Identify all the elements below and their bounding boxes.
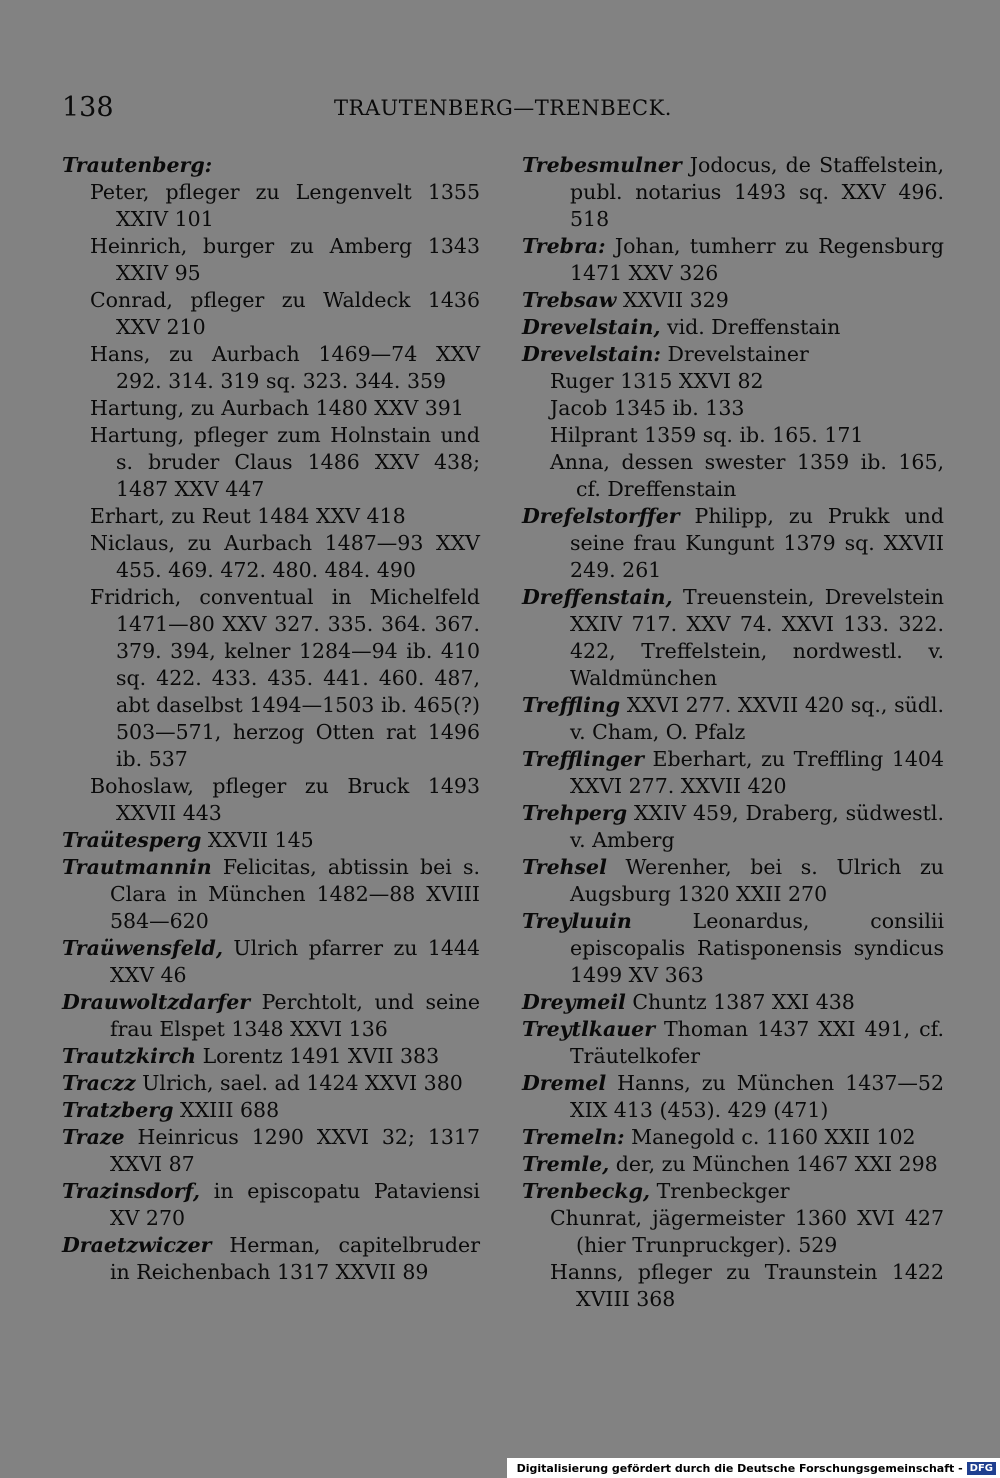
entry-headword: Trautenberg: <box>62 153 213 177</box>
index-entry <box>62 1070 480 1097</box>
entry-text: Ulrich pfarrer zu 1444 XXV 46 <box>110 936 480 987</box>
entry-text: Conrad, pfleger zu Waldeck 1436 XXV 210 <box>90 288 480 339</box>
index-entry <box>62 935 480 989</box>
index-entry <box>62 179 480 233</box>
entry-text: XXVII 145 <box>201 828 314 852</box>
entry-text: Ruger 1315 XXVI 82 <box>550 369 764 393</box>
entry-text: Erhart, zu Reut 1484 XXV 418 <box>90 504 406 528</box>
entry-headword: Tremeln: <box>522 1125 625 1149</box>
dfg-logo: DFG <box>967 1462 996 1475</box>
entry-text: Chunrat, jägermeister 1360 XVI 427 (hier Trunpruckger). 529 <box>550 1206 944 1257</box>
index-entry <box>522 1070 944 1124</box>
entry-text: Niclaus, zu Aurbach 1487—93 XXV 455. 469. 472. 480. 484. 490 <box>90 531 480 582</box>
entry-headword: Drevelstain: <box>522 342 661 366</box>
index-entry <box>522 1205 944 1259</box>
index-entry <box>522 422 944 449</box>
page-header <box>62 88 944 128</box>
entry-headword: Trefflinger <box>522 747 644 771</box>
entry-text: Philipp, zu Prukk und seine frau Kungunt 1379 sq. XXVII 249. 261 <box>570 504 944 582</box>
entry-headword: Dreymeil <box>522 990 626 1014</box>
index-entry <box>522 341 944 368</box>
entry-text: Perchtolt, und seine frau Elspet 1348 XXVI 136 <box>110 990 480 1041</box>
entry-text: Hartung, pfleger zum Holnstain und s. bruder Claus 1486 XXV 438; 1487 XXV 447 <box>90 423 480 501</box>
index-entry <box>522 368 944 395</box>
entry-headword: Drauwoltzdarfer <box>62 990 251 1014</box>
entry-headword: Treyluuin <box>522 909 632 933</box>
index-entry <box>62 341 480 395</box>
entry-text: Trenbeckger <box>650 1179 790 1203</box>
index-entry <box>62 1124 480 1178</box>
entry-text: Bohoslaw, pfleger zu Bruck 1493 XXVII 443 <box>90 774 480 825</box>
entry-text: Johan, tumherr zu Regensburg 1471 XXV 326 <box>570 234 944 285</box>
entry-headword: Trenbeckg, <box>522 1179 651 1203</box>
index-entry <box>522 233 944 287</box>
footer-banner <box>507 1458 1000 1478</box>
entry-text: Thoman 1437 XXI 491, cf. Träutelkofer <box>570 1017 944 1068</box>
entry-text: Jodocus, de Staffelstein, publ. notarius 1493 sq. XXV 496. 518 <box>570 153 944 231</box>
index-entry <box>62 395 480 422</box>
index-entry <box>62 1043 480 1070</box>
index-entry <box>522 800 944 854</box>
index-entry <box>62 530 480 584</box>
right-column <box>522 152 944 1313</box>
running-title: TRAUTENBERG—TRENBECK. <box>334 96 672 120</box>
entry-text: Anna, dessen swester 1359 ib. 165, cf. Dreffenstain <box>550 450 944 501</box>
left-column <box>62 152 480 1286</box>
entry-text: in episcopatu Pataviensi XV 270 <box>110 1179 480 1230</box>
entry-text: Hartung, zu Aurbach 1480 XXV 391 <box>90 396 464 420</box>
entry-text: Ulrich, sael. ad 1424 XXVI 380 <box>135 1071 463 1095</box>
index-entry <box>522 314 944 341</box>
entry-headword: Trehsel <box>522 855 607 879</box>
entry-text: Hilprant 1359 sq. ib. 165. 171 <box>550 423 864 447</box>
entry-text: XXIII 688 <box>173 1098 280 1122</box>
index-entry <box>522 584 944 692</box>
index-entry <box>62 854 480 935</box>
entry-text: Herman, capitelbruder in Reichenbach 1317 XXVII 89 <box>110 1233 480 1284</box>
index-entry <box>62 584 480 773</box>
index-entry <box>62 287 480 341</box>
entry-text: Heinricus 1290 XXVI 32; 1317 XXVI 87 <box>110 1125 480 1176</box>
entry-headword: Treffling <box>522 693 621 717</box>
entry-headword: Traütesperg <box>62 828 202 852</box>
index-entry <box>522 989 944 1016</box>
index-entry <box>522 449 944 503</box>
entry-text: Treuenstein, Drevelstein XXIV 717. XXV 74. XXVI 133. 322. 422, Treffelstein, nordwestl. v. Waldmünchen <box>570 585 944 690</box>
entry-text: Leonardus, consilii episcopalis Ratisponensis syndicus 1499 XV 363 <box>570 909 944 987</box>
entry-headword: Trebsaw <box>522 288 617 312</box>
entry-text: Peter, pfleger zu Lengenvelt 1355 XXIV 101 <box>90 180 480 231</box>
entry-headword: Drevelstain, <box>522 315 661 339</box>
index-entry <box>62 1178 480 1232</box>
index-entry <box>62 422 480 503</box>
entry-headword: Draetzwiczer <box>62 1233 212 1257</box>
entry-text: Hanns, zu München 1437—52 XIX 413 (453). 429 (471) <box>570 1071 944 1122</box>
index-entry <box>522 1151 944 1178</box>
entry-headword: Drefelstorffer <box>522 504 680 528</box>
entry-text: vid. Dreffenstain <box>660 315 841 339</box>
entry-headword: Traüwensfeld, <box>62 936 224 960</box>
entry-text: Felicitas, abtissin bei s. Clara in München 1482—88 XVIII 584—620 <box>110 855 480 933</box>
entry-headword: Tratzberg <box>62 1098 174 1122</box>
entry-text: XXVI 277. XXVII 420 sq., südl. v. Cham, O. Pfalz <box>570 693 944 744</box>
index-entry <box>62 233 480 287</box>
index-entry <box>522 287 944 314</box>
index-entry <box>522 395 944 422</box>
entry-headword: Trazinsdorf, <box>62 1179 201 1203</box>
entry-text: Heinrich, burger zu Amberg 1343 XXIV 95 <box>90 234 480 285</box>
entry-headword: Trebra: <box>522 234 606 258</box>
entry-text: Hans, zu Aurbach 1469—74 XXV 292. 314. 319 sq. 323. 344. 359 <box>90 342 480 393</box>
entry-headword: Treytlkauer <box>522 1017 656 1041</box>
index-entry <box>62 1097 480 1124</box>
index-entry <box>522 503 944 584</box>
footer-text: Digitalisierung gefördert durch die Deutsche Forschungsgemeinschaft - <box>516 1461 963 1475</box>
index-entry <box>62 989 480 1043</box>
index-entry <box>522 908 944 989</box>
entry-text: Hanns, pfleger zu Traunstein 1422 XVIII 368 <box>550 1260 944 1311</box>
index-entry <box>522 854 944 908</box>
index-entry <box>522 1016 944 1070</box>
entry-text: Werenher, bei s. Ulrich zu Augsburg 1320 XXII 270 <box>570 855 944 906</box>
entry-text: der, zu München 1467 XXI 298 <box>609 1152 938 1176</box>
index-entry <box>522 692 944 746</box>
entry-text: XXIV 459, Draberg, südwestl. v. Amberg <box>570 801 944 852</box>
entry-headword: Trebesmulner <box>522 153 682 177</box>
entry-headword: Trautmannin <box>62 855 212 879</box>
entry-headword: Traze <box>62 1125 125 1149</box>
entry-headword: Dreffenstain, <box>522 585 673 609</box>
entry-headword: Traczz <box>62 1071 136 1095</box>
index-entry <box>62 152 480 179</box>
index-entry <box>522 152 944 233</box>
index-entry <box>62 1232 480 1286</box>
entry-text: Chuntz 1387 XXI 438 <box>625 990 855 1014</box>
entry-headword: Trautzkirch <box>62 1044 197 1068</box>
entry-headword: Dremel <box>522 1071 607 1095</box>
entry-text: Jacob 1345 ib. 133 <box>550 396 745 420</box>
index-entry <box>522 1124 944 1151</box>
index-entry <box>522 746 944 800</box>
index-entry <box>522 1178 944 1205</box>
entry-headword: Trehperg <box>522 801 628 825</box>
entry-headword: Tremle, <box>522 1152 610 1176</box>
index-entry <box>522 1259 944 1313</box>
entry-text: Manegold c. 1160 XXII 102 <box>624 1125 916 1149</box>
index-entry <box>62 773 480 827</box>
entry-text: Fridrich, conventual in Michelfeld 1471—80 XXV 327. 335. 364. 367. 379. 394, kelner 1284—94 ib. 410 sq. 422. 433. 435. 441. 460. 487, abt daselbst 1494—1503 ib. 465(?) 503—571, herzog Otten rat 1496 ib. 537 <box>90 585 480 771</box>
index-entry <box>62 827 480 854</box>
entry-text: Eberhart, zu Treffling 1404 XXVI 277. XXVII 420 <box>570 747 944 798</box>
index-entry <box>62 503 480 530</box>
entry-text: XXVII 329 <box>616 288 729 312</box>
entry-text: Lorentz 1491 XVII 383 <box>196 1044 440 1068</box>
page-number: 138 <box>62 92 114 123</box>
entry-text: Drevelstainer <box>660 342 809 366</box>
